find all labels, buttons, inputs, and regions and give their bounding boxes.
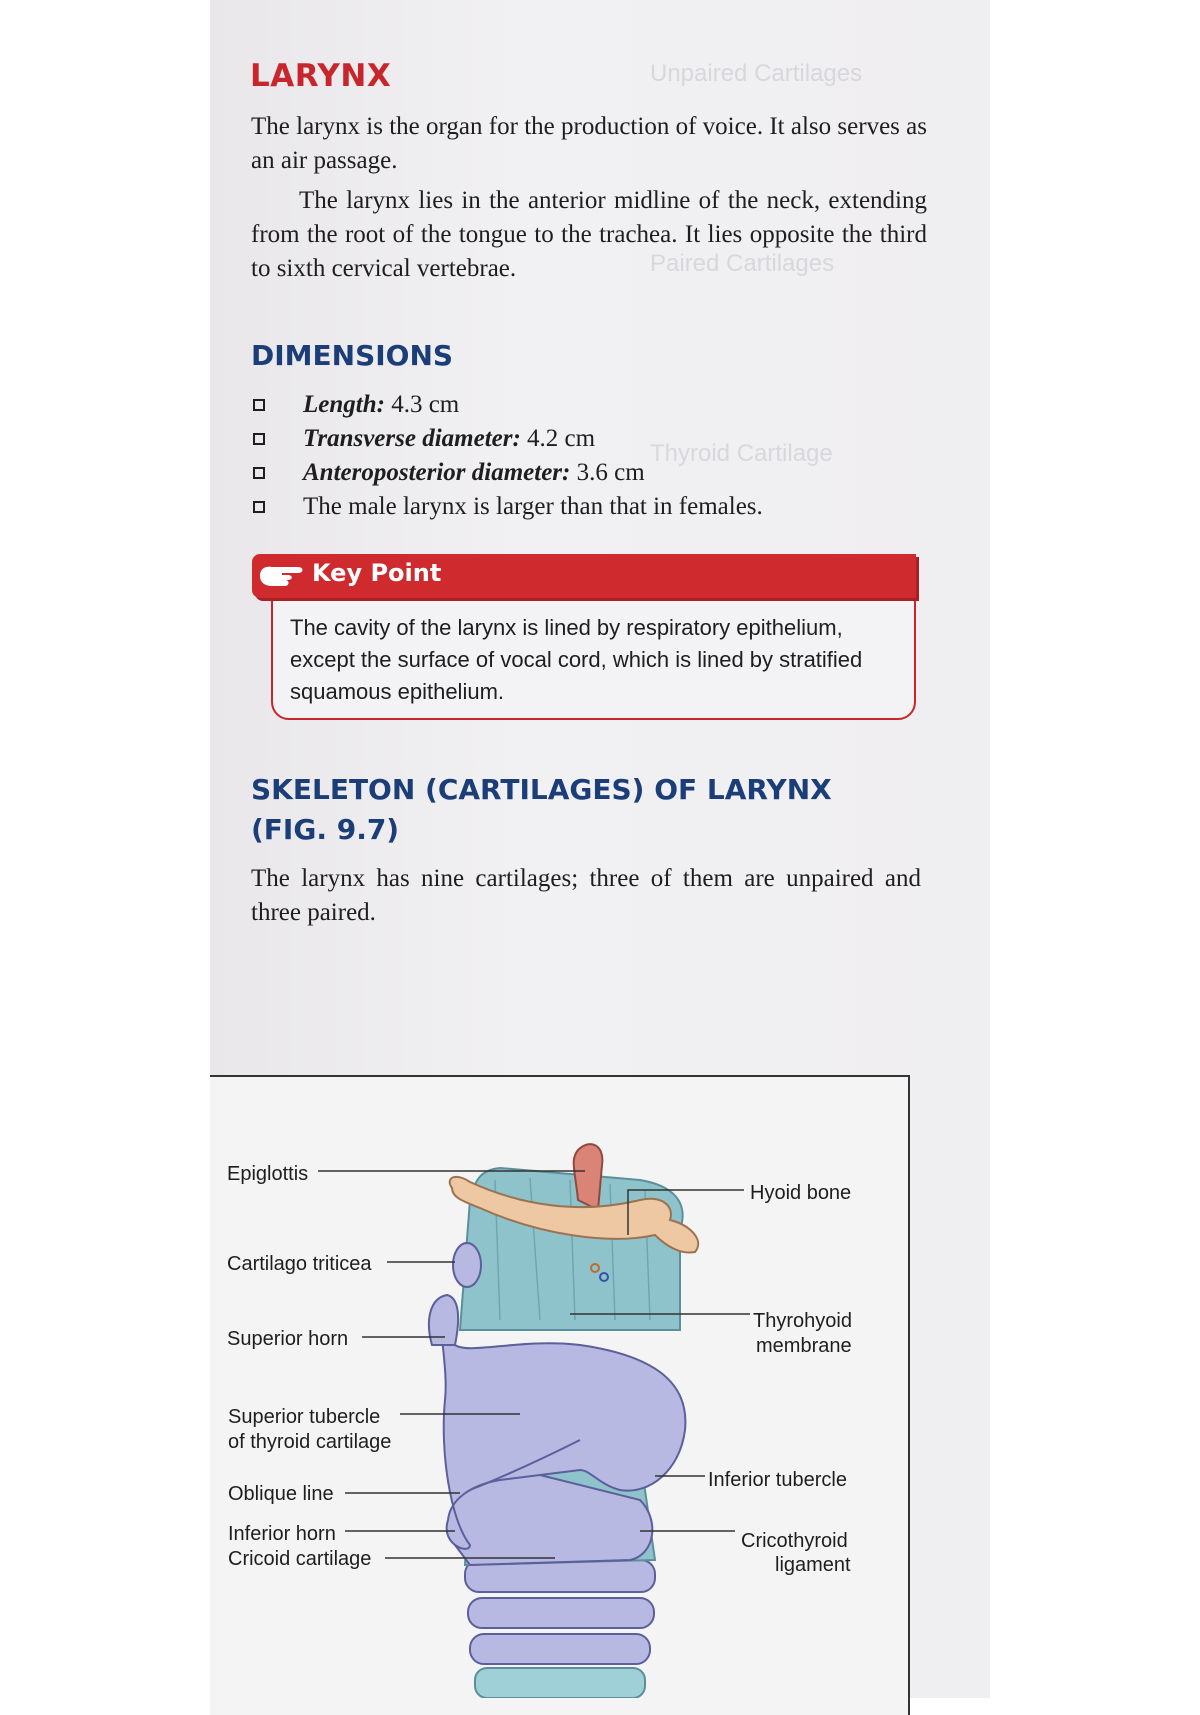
cartilago-triticea-shape	[453, 1243, 481, 1287]
trachea-rings	[465, 1560, 655, 1698]
larynx-paragraph-2: The larynx lies in the anterior midline of the neck, extending from the root of the tongue to the trachea. It lies opposite the third to sixth cervical vertebrae.	[251, 187, 927, 282]
label-superior-horn: Superior horn	[227, 1328, 349, 1350]
label-cricothyroid-line-1: Cricothyroid	[741, 1530, 848, 1552]
label-thyrohyoid-line-1: Thyrohyoid	[753, 1310, 852, 1332]
dimension-term: Transverse diameter:	[303, 425, 521, 452]
label-inferior-horn: Inferior horn	[228, 1523, 336, 1545]
label-oblique-line: Oblique line	[228, 1483, 334, 1505]
larynx-paragraph-1: The larynx is the organ for the production of voice. It also serves as an air passage.	[251, 113, 927, 174]
dimension-value: The male larynx is larger than that in females.	[303, 493, 763, 520]
dimension-term: Length:	[303, 391, 385, 418]
label-cartilago-triticea: Cartilago triticea	[227, 1253, 372, 1275]
label-superior-tubercle-line-1: Superior tubercle	[228, 1406, 381, 1428]
label-thyrohyoid-line-2: membrane	[756, 1335, 852, 1357]
key-point-text: The cavity of the larynx is lined by respiratory epithelium, except the surface of vocal cord, which is lined by stratified squamous epithelium.	[290, 615, 863, 704]
dimension-term: Anteroposterior diameter:	[303, 459, 571, 486]
dimension-value: 3.6 cm	[570, 459, 645, 486]
label-epiglottis: Epiglottis	[227, 1163, 309, 1185]
dimension-value: 4.3 cm	[384, 391, 460, 418]
dimension-value: 4.2 cm	[520, 425, 596, 452]
page-background: Unpaired Cartilages Paired Cartilages Thyroid Cartilage	[210, 0, 990, 1698]
label-cricothyroid-line-2: ligament	[775, 1554, 851, 1576]
label-hyoid-bone: Hyoid bone	[750, 1182, 852, 1204]
epiglottis-shape	[574, 1144, 603, 1210]
dimensions-heading: DIMENSIONS	[251, 339, 454, 372]
larynx-heading: LARYNX	[250, 58, 392, 94]
label-inferior-tubercle: Inferior tubercle	[708, 1469, 847, 1491]
key-point-label: Key Point	[312, 559, 442, 587]
skeleton-paragraph: The larynx has nine cartilages; three of them are unpaired and three paired.	[251, 865, 921, 926]
label-cricoid-cartilage: Cricoid cartilage	[228, 1548, 372, 1570]
skeleton-heading-line-1: SKELETON (CARTILAGES) OF LARYNX	[251, 773, 832, 806]
label-superior-tubercle-line-2: of thyroid cartilage	[228, 1431, 392, 1453]
skeleton-heading-line-2: (FIG. 9.7)	[251, 813, 400, 846]
